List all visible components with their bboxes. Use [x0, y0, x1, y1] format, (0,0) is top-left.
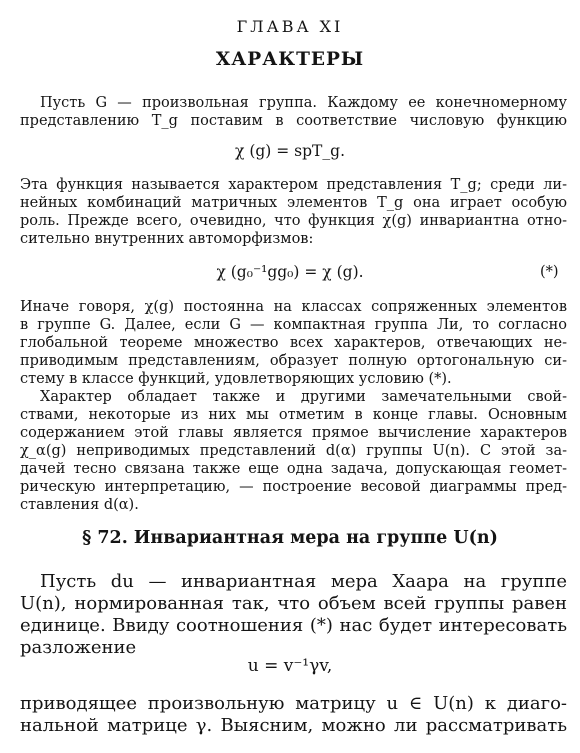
text-line: в группе G. Далее, если G — компактная группа Ли, то согласно [20, 317, 567, 333]
text-line: рическую интерпретацию, — построение весовой диаграммы пред- [20, 479, 567, 495]
chapter-label: ГЛАВА XI [236, 17, 344, 36]
text-line: ставления d(α). [20, 497, 139, 513]
text-line: приводящее произвольную матрицу u ∈ U(n) к диаго- [20, 693, 567, 714]
text-line: сительно внутренних автоморфизмов: [20, 231, 314, 247]
text-line: дачей тесно связана также еще одна задача, допускающая геомет- [20, 461, 567, 477]
section-heading: § 72. Инвариантная мера на группе U(n) [82, 528, 498, 548]
text-line: представлению T_g поставим в соответствие числовую функцию [20, 113, 567, 129]
text-line: нейных комбинаций матричных элементов T_g она играет особую [20, 195, 567, 211]
text-line: ствами, некоторые из них мы отметим в конце главы. Основным [20, 407, 567, 423]
text-line: разложение [20, 637, 137, 658]
formula-decomposition: u = v⁻¹γv, [247, 656, 333, 676]
text-line: нальной матрице γ. Выясним, можно ли рассматривать [20, 715, 567, 736]
text-line: Пусть du — инвариантная мера Хаара на группе [40, 571, 567, 592]
text-line: содержанием этой главы является прямое вычисление характеров [20, 425, 567, 441]
text-line: глобальной теореме множество всех характеров, отвечающих не- [20, 335, 567, 351]
text-line: Иначе говоря, χ(g) постоянна на классах сопряженных элементов [20, 299, 567, 315]
text-line: χ_α(g) неприводимых представлений d(α) группы U(n). С этой за- [20, 443, 567, 459]
chapter-title: ХАРАКТЕРЫ [215, 49, 365, 70]
text-line: единице. Ввиду соотношения (*) нас будет интересовать [20, 615, 567, 636]
text-line: стему в классе функций, удовлетворяющих условию (*). [20, 371, 452, 387]
text-line: приводимым представлениям, образует полную ортогональную си- [20, 353, 567, 369]
equation-tag: (*) [540, 264, 559, 280]
formula-character: χ (g) = spT_g. [235, 142, 345, 160]
text-line: роль. Прежде всего, очевидно, что функция χ(g) инвариантна отно- [20, 213, 567, 229]
text-line: Пусть G — произвольная группа. Каждому ее конечномерному [40, 95, 567, 111]
text-line: U(n), нормированная так, что объем всей группы равен [20, 593, 567, 614]
text-line: Эта функция называется характером представления T_g; среди ли- [20, 177, 567, 193]
formula-invariance: χ (g₀⁻¹gg₀) = χ (g). [216, 263, 364, 281]
text-line: Характер обладает также и другими замечательными свой- [40, 389, 567, 405]
